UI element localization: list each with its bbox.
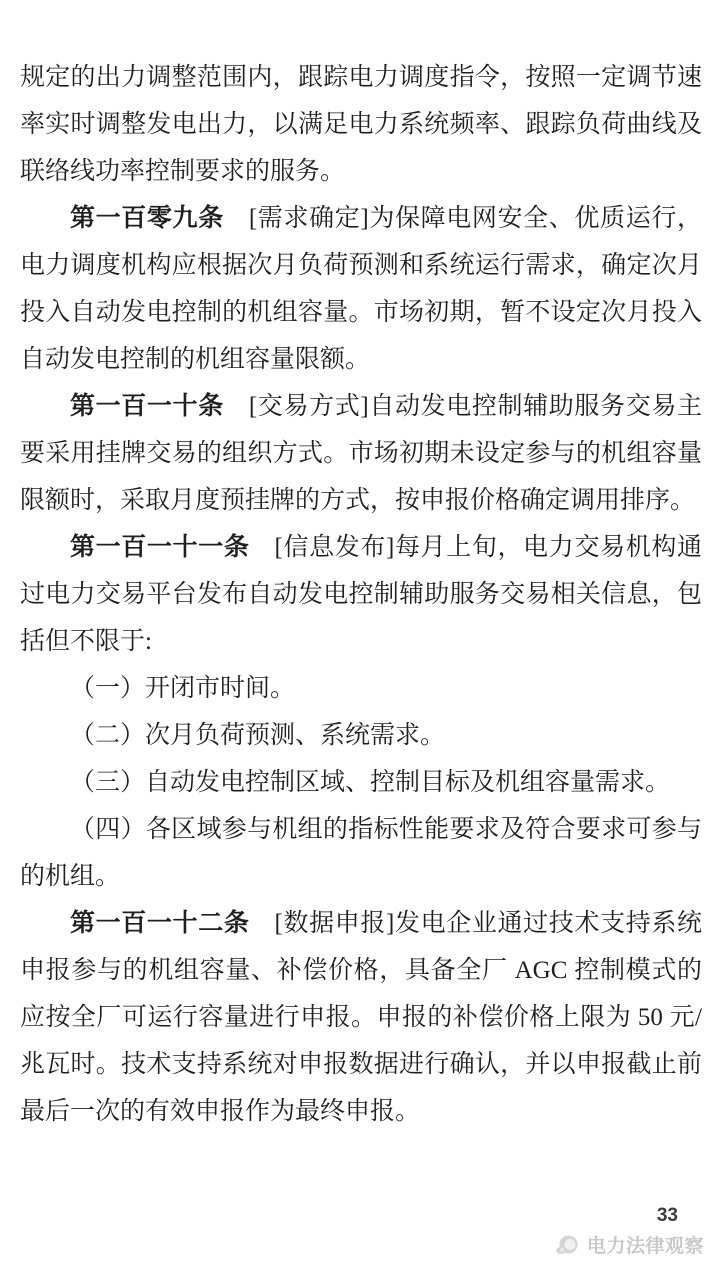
official-account-logo-icon xyxy=(554,1233,580,1259)
article-111-body: [信息发布]每月上旬，电力交易机构通过电力交易平台发布自动发电控制辅助服务交易相关信息，包括但不限于: xyxy=(20,534,702,655)
list-item-1: （一）开闭市时间。 xyxy=(70,675,296,702)
article-110-paragraph xyxy=(20,383,702,524)
article-111-paragraph xyxy=(20,524,702,665)
watermark xyxy=(554,1233,704,1259)
article-109-number: 第一百零九条 xyxy=(70,204,224,232)
article-112-number: 第一百一十二条 xyxy=(70,909,250,937)
article-111-number: 第一百一十一条 xyxy=(70,533,250,561)
watermark-label: 电力法律观察 xyxy=(586,1235,704,1257)
list-item-3: （三）自动发电控制区域、控制目标及机组容量需求。 xyxy=(70,769,671,796)
article-110-body: [交易方式]自动发电控制辅助服务交易主要采用挂牌交易的组织方式。市场初期未设定参与的机组容量限额时，采取月度预挂牌的方式，按申报价格确定调用排序。 xyxy=(20,393,702,514)
article-110-number: 第一百一十条 xyxy=(70,392,224,420)
article-109-paragraph xyxy=(20,195,702,383)
document-page xyxy=(20,54,702,1135)
page-number: 33 xyxy=(656,1205,678,1226)
list-item-2: （二）次月负荷预测、系统需求。 xyxy=(70,722,446,749)
article-112-paragraph xyxy=(20,900,702,1135)
article-109-body: [需求确定]为保障电网安全、优质运行，电力调度机构应根据次月负荷预测和系统运行需求，确定次月投入自动发电控制的机组容量。市场初期，暂不设定次月投入自动发电控制的机组容量限额。 xyxy=(20,205,702,373)
article-112-body: [数据申报]发电企业通过技术支持系统申报参与的机组容量、补偿价格，具备全厂 AGC 控制模式的应按全厂可运行容量进行申报。申报的补偿价格上限为 50 元/兆瓦时。技术支持系统对申报数据进行确认，并以申报截止前最后一次的有效申报作为最终申报。 xyxy=(20,910,702,1125)
continuation-paragraph: 规定的出力调整范围内，跟踪电力调度指令，按照一定调节速率实时调整发电出力，以满足电力系统频率、跟踪负荷曲线及联络线功率控制要求的服务。 xyxy=(20,64,702,185)
list-item-4: （四）各区域参与机组的指标性能要求及符合要求可参与的机组。 xyxy=(20,816,702,890)
